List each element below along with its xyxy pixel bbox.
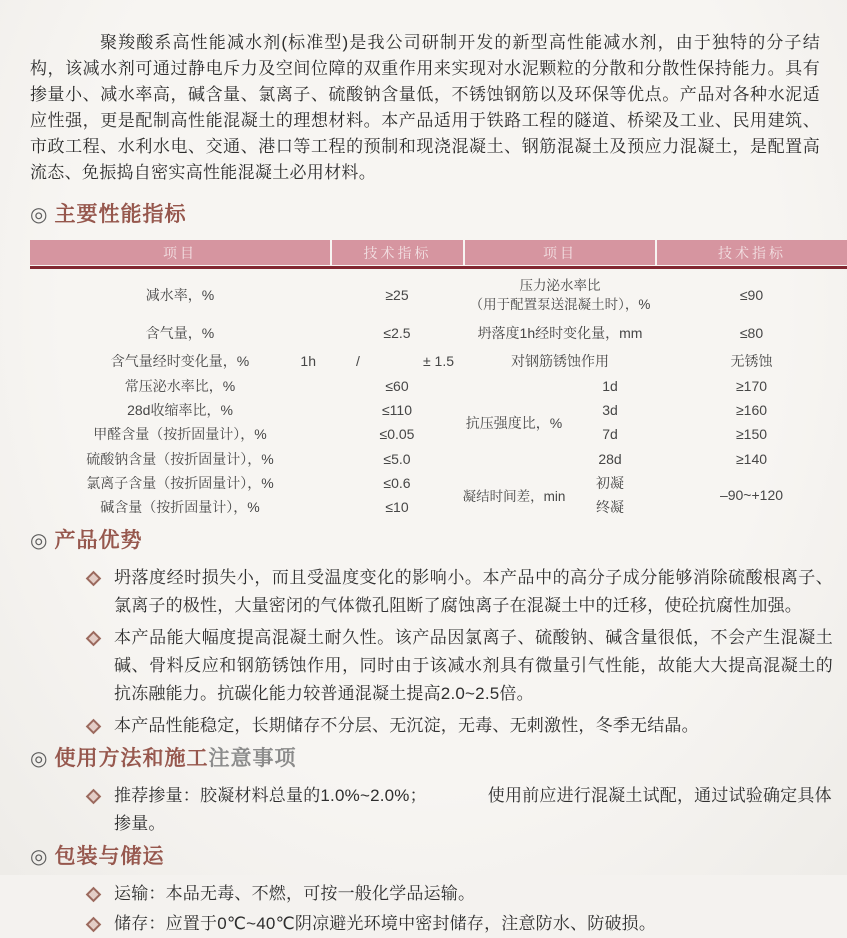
table-header-cell-right-value: 技术指标 — [657, 240, 847, 265]
table-cell-value: ≥160 — [735, 402, 768, 418]
table-cell-value-text: ± 1.5 — [422, 353, 454, 369]
list-item — [30, 782, 847, 838]
usage-trial-text: 使用前应进行混凝土试配，通过试验确定具体掺量。 — [114, 786, 832, 833]
table-cell-item: 碱含量（按折固量计），% — [100, 498, 260, 515]
table-cell-item-line2: （用于配置泵送混凝土时），% — [469, 297, 651, 312]
table-left-panel — [30, 272, 464, 518]
list-item — [30, 624, 847, 708]
table-cell-value: ≥170 — [735, 378, 768, 394]
section-heading-usage — [30, 746, 847, 772]
table-header-cell-left-item: 项目 — [30, 240, 330, 265]
table-cell-value: ≥140 — [735, 450, 768, 467]
list-item — [30, 880, 847, 908]
table-header-cell-right-item: 项目 — [465, 240, 655, 265]
table-cell-item: 常压泌水率比，% — [124, 378, 236, 394]
table-right-panel — [464, 272, 847, 518]
table-cell-item: 硫酸钠含量（按折固量计），% — [86, 450, 274, 467]
section-title-usage-sub: 注意事项 — [208, 747, 297, 770]
table-cell-age: 7d — [602, 426, 618, 442]
table-cell-item-label: 含气量经时变化量，% — [110, 353, 250, 369]
table-cell-value: 无锈蚀 — [730, 353, 773, 369]
table-cell-setting-initial: 初凝 — [596, 475, 624, 491]
performance-table — [30, 240, 847, 518]
list-item-text — [114, 782, 847, 838]
table-group-label-setting: 凝结时间差，min — [462, 488, 566, 504]
diamond-bullet-icon — [86, 917, 102, 933]
table-cell-item — [464, 272, 656, 318]
section-heading-packaging — [30, 844, 847, 870]
table-cell-value: ≥150 — [735, 426, 768, 442]
table-cell-item: 减水率，% — [145, 287, 215, 303]
table-cell-value: ≤5.0 — [383, 450, 411, 467]
table-cell-age: 1d — [602, 378, 618, 394]
table-cell-item-line1: 压力泌水率比 — [519, 278, 601, 293]
table-header-row — [30, 240, 847, 265]
section-heading-performance — [30, 202, 847, 228]
table-cell-value: ≤60 — [385, 378, 409, 394]
advantages-list — [30, 564, 847, 740]
usage-dosage-text: 推荐掺量：胶凝材料总量的1.0%~2.0%； — [114, 786, 427, 805]
table-cell-setting-final: 终凝 — [596, 498, 624, 515]
list-item-text: 储存：应置于0℃~40℃阴凉避光环境中密封储存，注意防水、防破损。 — [114, 914, 657, 933]
list-item-text: 坍落度经时损失小，而且受温度变化的影响小。本产品中的高分子成分能够消除硫酸根离子、氯离子的极性，大量密闭的气体微孔阻断了腐蚀离子在混凝土中的迁移，使砼抗腐性加强。 — [114, 568, 833, 615]
list-item — [30, 910, 847, 938]
list-item-text: 运输：本品无毒、不燃，可按一般化学品运输。 — [114, 884, 476, 903]
table-cell-item: 甲醛含量（按折固量计），% — [93, 426, 267, 442]
table-header-rule — [30, 266, 847, 269]
table-cell-age: 28d — [598, 450, 622, 467]
section-heading-advantages — [30, 528, 847, 554]
table-cell-value — [330, 348, 464, 374]
table-cell-item: 对钢筋锈蚀作用 — [511, 353, 609, 369]
table-cell-sub-label: 1h — [300, 353, 316, 369]
diamond-bullet-icon — [86, 631, 102, 647]
double-circle-icon: ◎ — [30, 846, 49, 868]
diamond-bullet-icon — [86, 571, 102, 587]
section-title-performance: 主要性能指标 — [54, 203, 187, 226]
table-cell-value: ≤80 — [739, 325, 764, 341]
usage-list — [30, 782, 847, 838]
table-cell-value: ≤110 — [381, 402, 412, 418]
table-group-label-strength: 抗压强度比，% — [465, 414, 563, 431]
double-circle-icon: ◎ — [30, 530, 49, 552]
diamond-bullet-icon — [86, 789, 102, 805]
table-cell-item: 28d收缩率比，% — [127, 402, 233, 418]
list-item — [30, 564, 847, 620]
table-cell-item: 氯离子含量（按折固量计），% — [86, 475, 274, 491]
double-circle-icon: ◎ — [30, 748, 49, 770]
table-body — [30, 272, 847, 518]
table-cell-value: –90~+120 — [719, 486, 784, 503]
section-title-advantages: 产品优势 — [54, 529, 143, 552]
table-cell-age: 3d — [602, 402, 618, 418]
table-cell-item: 含气量，% — [145, 325, 215, 341]
table-cell-value: ≤0.6 — [383, 475, 411, 491]
section-title-usage-main: 使用方法和施工 — [54, 747, 209, 770]
diamond-bullet-icon — [86, 887, 102, 903]
table-cell-value: ≤90 — [739, 287, 764, 303]
section-title-packaging: 包装与储运 — [54, 845, 165, 868]
table-cell-item: 坍落度1h经时变化量，mm — [477, 325, 643, 341]
intro-paragraph: 聚羧酸系高性能减水剂(标准型)是我公司研制开发的新型高性能减水剂，由于独特的分子结构，该减水剂可通过静电斥力及空间位障的双重作用来实现对水泥颗粒的分散和分散性保持能力。具有掺量小、减水率高，碱含量、氯离子、硫酸钠含量低，不锈蚀钢筋以及环保等优点。产品对各种水泥适应性强，更是配制高性能混凝土的理想材料。本产品适用于铁路工程的隧道、桥梁及工业、民用建筑、市政工程、水利水电、交通、港口等工程的预制和现浇混凝土、钢筋混凝土及预应力混凝土，是配置高流态、免振捣自密实高性能混凝土必用材料。 — [30, 33, 820, 182]
table-cell-slash: / — [356, 353, 360, 369]
list-item-text: 本产品能大幅度提高混凝土耐久性。该产品因氯离子、硫酸钠、碱含量很低，不会产生混凝土碱、骨料反应和钢筋锈蚀作用，同时由于该减水剂具有微量引气性能，故能大大提高混凝土的抗冻融能力。抗碳化能力较普通混凝土提高2.0~2.5倍。 — [114, 628, 833, 703]
table-cell-value: ≤2.5 — [383, 325, 411, 341]
double-circle-icon: ◎ — [30, 204, 49, 226]
table-cell-item — [30, 348, 330, 374]
table-header-cell-left-value: 技术指标 — [332, 240, 463, 265]
table-cell-value: ≥25 — [385, 287, 409, 303]
table-cell-value: ≤0.05 — [379, 426, 415, 442]
list-item-text: 本产品性能稳定，长期储存不分层、无沉淀，无毒、无刺激性，冬季无结晶。 — [114, 716, 699, 735]
table-cell-value: ≤10 — [385, 498, 409, 515]
packaging-list — [30, 880, 847, 938]
list-item — [30, 712, 847, 740]
diamond-bullet-icon — [86, 719, 102, 735]
